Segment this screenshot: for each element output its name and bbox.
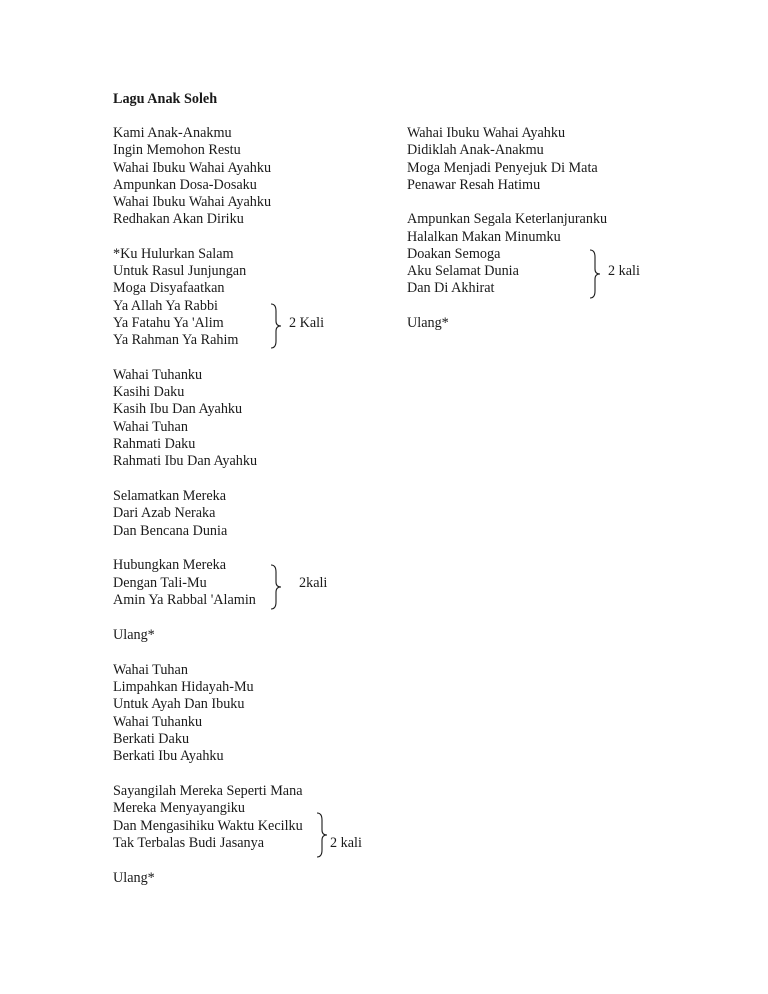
lyric-line: Penawar Resah Hatimu bbox=[407, 177, 541, 193]
lyric-line: Kasihi Daku bbox=[113, 384, 185, 400]
curly-brace-icon bbox=[270, 303, 280, 349]
lyric-line: Untuk Rasul Junjungan bbox=[113, 263, 247, 279]
lyric-line: Dengan Tali-Mu bbox=[113, 575, 207, 591]
lyric-line: Wahai Tuhanku bbox=[113, 367, 203, 383]
lyric-line: Amin Ya Rabbal 'Alamin bbox=[113, 592, 256, 608]
lyric-line: Moga Menjadi Penyejuk Di Mata bbox=[407, 160, 598, 176]
lyric-line: Rahmati Ibu Dan Ayahku bbox=[113, 453, 258, 469]
lyric-line: Mereka Menyayangiku bbox=[113, 800, 245, 816]
curly-brace-icon bbox=[316, 812, 326, 858]
lyric-line: Kasih Ibu Dan Ayahku bbox=[113, 401, 243, 417]
lyric-line: Berkati Ibu Ayahku bbox=[113, 748, 224, 764]
lyric-line: Halalkan Makan Minumku bbox=[407, 229, 561, 245]
repeat-count: 2 kali bbox=[608, 263, 640, 279]
lyric-line: Selamatkan Mereka bbox=[113, 488, 227, 504]
repeat-chorus-note: Ulang* bbox=[407, 315, 449, 331]
lyric-line: Wahai Tuhan bbox=[113, 662, 188, 678]
lyric-line: Dan Di Akhirat bbox=[407, 280, 495, 296]
lyric-line: Ampunkan Segala Keterlanjuranku bbox=[407, 211, 608, 227]
lyric-line: Wahai Tuhan bbox=[113, 419, 188, 435]
repeat-count: 2 Kali bbox=[289, 315, 325, 331]
song-title: Lagu Anak Soleh bbox=[113, 91, 218, 107]
lyric-line: *Ku Hulurkan Salam bbox=[113, 246, 234, 262]
lyric-line: Berkati Daku bbox=[113, 731, 190, 747]
lyric-line: Limpahkan Hidayah-Mu bbox=[113, 679, 254, 695]
lyric-line: Dari Azab Neraka bbox=[113, 505, 216, 521]
repeat-count: 2 kali bbox=[330, 835, 362, 851]
lyric-line: Ampunkan Dosa-Dosaku bbox=[113, 177, 257, 193]
lyric-line: Wahai Ibuku Wahai Ayahku bbox=[407, 125, 566, 141]
lyric-line: Sayangilah Mereka Seperti Mana bbox=[113, 783, 303, 799]
lyric-line: Aku Selamat Dunia bbox=[407, 263, 519, 279]
lyric-line: Doakan Semoga bbox=[407, 246, 501, 262]
lyric-line: Ya Fatahu Ya 'Alim bbox=[113, 315, 224, 331]
lyric-line: Didiklah Anak-Anakmu bbox=[407, 142, 544, 158]
lyric-line: Ingin Memohon Restu bbox=[113, 142, 241, 158]
lyric-line: Kami Anak-Anakmu bbox=[113, 125, 232, 141]
repeat-chorus-note: Ulang* bbox=[113, 627, 155, 643]
lyric-line: Rahmati Daku bbox=[113, 436, 196, 452]
repeat-chorus-note: Ulang* bbox=[113, 870, 155, 886]
lyric-line: Wahai Ibuku Wahai Ayahku bbox=[113, 194, 272, 210]
repeat-count: 2kali bbox=[299, 575, 328, 591]
curly-brace-icon bbox=[589, 249, 599, 299]
lyric-line: Dan Bencana Dunia bbox=[113, 523, 228, 539]
lyric-line: Ya Rahman Ya Rahim bbox=[113, 332, 239, 348]
lyric-line: Redhakan Akan Diriku bbox=[113, 211, 244, 227]
lyric-line: Moga Disyafaatkan bbox=[113, 280, 225, 296]
lyric-line: Tak Terbalas Budi Jasanya bbox=[113, 835, 265, 851]
lyric-line: Hubungkan Mereka bbox=[113, 557, 227, 573]
lyric-line: Wahai Tuhanku bbox=[113, 714, 203, 730]
lyric-line: Ya Allah Ya Rabbi bbox=[113, 298, 218, 314]
lyric-line: Wahai Ibuku Wahai Ayahku bbox=[113, 160, 272, 176]
curly-brace-icon bbox=[270, 564, 280, 610]
lyric-line: Dan Mengasihiku Waktu Kecilku bbox=[113, 818, 303, 834]
lyric-line: Untuk Ayah Dan Ibuku bbox=[113, 696, 245, 712]
